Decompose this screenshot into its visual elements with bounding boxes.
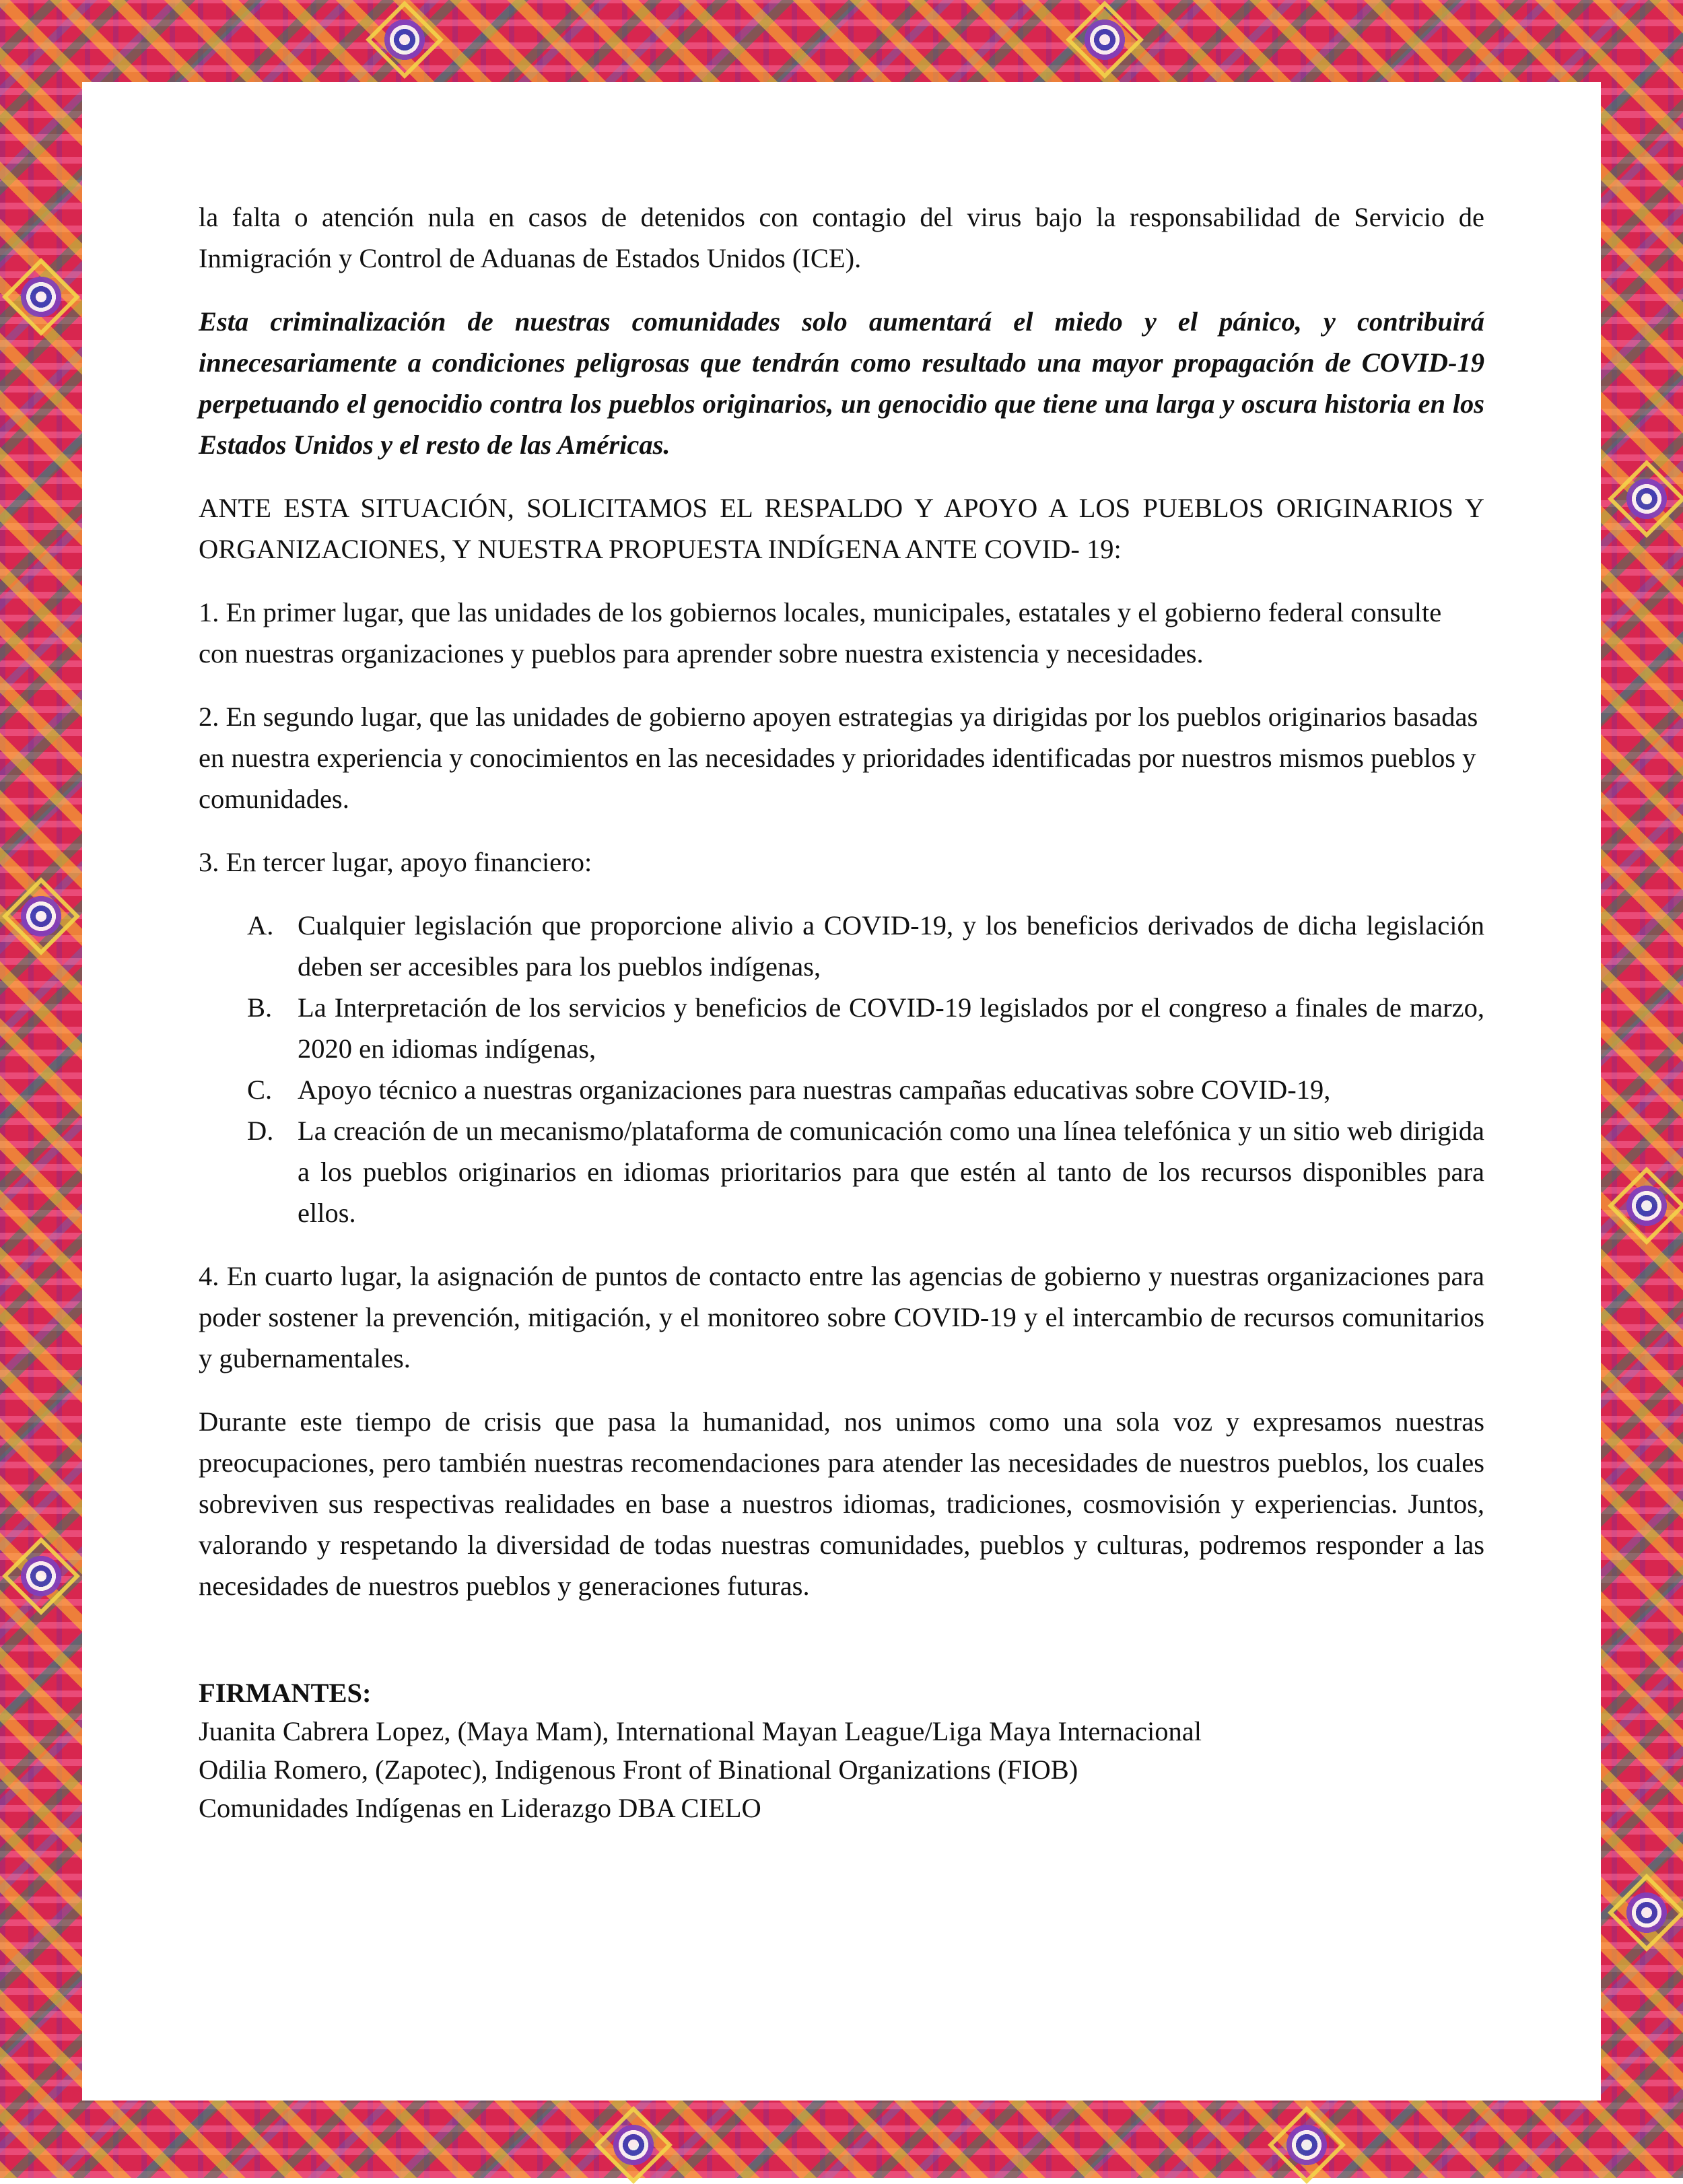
paragraph-point-4: 4. En cuarto lugar, la asignación de puntos de contacto entre las agencias de gobierno y nuestras organizaciones para poder sostener la prevención, mitigación, y el monitoreo sobre COVID-19 y el intercambio de recursos comunitarios y gubernamentales.	[199, 1261, 1484, 1373]
list-item	[199, 987, 1484, 1069]
paragraph-closing: Durante este tiempo de crisis que pasa la humanidad, nos unimos como una sola voz y expresamos nuestras preocupaciones, pero también nuestras recomendaciones para atender las necesidades de nuestros pueblos, los cuales sobreviven sus respectivas realidades en base a nuestros idiomas, tradiciones, cosmovisión y experiencias. Juntos, valorando y respetando la diversidad de todas nuestras comunidades, pueblos y culturas, podremos responder a las necesidades de nuestros pueblos y generaciones futuras.	[199, 1406, 1484, 1601]
list-item	[199, 905, 1484, 987]
list-item-text: La Interpretación de los servicios y beneficios de COVID-19 legislados por el congreso a finales de marzo, 2020 en idiomas indígenas,	[298, 992, 1484, 1064]
border-diamond-motif	[2, 1537, 80, 1615]
list-item-text: La creación de un mecanismo/plataforma de comunicación como una línea telefónica y un sitio web dirigida a los pueblos originarios en idiomas prioritarios para que estén al tanto de los recursos disponibles para ellos.	[298, 1116, 1484, 1228]
signatory-line: Comunidades Indígenas en Liderazgo DBA CIELO	[199, 1793, 761, 1823]
paragraph-criminalization-warning: Esta criminalización de nuestras comunidades solo aumentará el miedo y el pánico, y contribuirá innecesariamente a condiciones peligrosas que tendrán como resultado una mayor propagación de COVID-19 perpetuando el genocidio contra los pueblos originarios, un genocidio que tiene una larga y oscura historia en los Estados Unidos y el resto de las Américas.	[199, 306, 1484, 460]
signatories-heading: FIRMANTES:	[199, 1678, 372, 1708]
document-page	[82, 82, 1601, 2101]
document-body	[199, 197, 1484, 1827]
paragraph-ice-detention: la falta o atención nula en casos de detenidos con contagio del virus bajo la responsabilidad de Servicio de Inmigración y Control de Aduanas de Estados Unidos (ICE).	[199, 202, 1484, 273]
list-marker: B.	[247, 992, 273, 1023]
list-marker: C.	[247, 1074, 273, 1105]
list-item-text: Cualquier legislación que proporcione alivio a COVID-19, y los beneficios derivados de dicha legislación deben ser accesibles para los pueblos indígenas,	[298, 910, 1484, 982]
paragraph-point-1: 1. En primer lugar, que las unidades de los gobiernos locales, municipales, estatales y el gobierno federal consulte con nuestras organizaciones y pueblos para aprender sobre nuestra existencia y necesidades.	[199, 597, 1442, 669]
paragraph-point-2: 2. En segundo lugar, que las unidades de gobierno apoyen estrategias ya dirigidas por los pueblos originarios basadas en nuestra experiencia y conocimientos en las necesidades y prioridades identificadas por nuestros mismos pueblos y comunidades.	[199, 702, 1478, 814]
financial-support-list	[199, 905, 1484, 1233]
paragraph-support-request: ANTE ESTA SITUACIÓN, SOLICITAMOS EL RESPALDO Y APOYO A LOS PUEBLOS ORIGINARIOS Y ORGANIZACIONES, Y NUESTRA PROPUESTA INDÍGENA ANTE COVID- 19:	[199, 493, 1484, 564]
border-diamond-motif	[2, 258, 80, 336]
list-marker: A.	[247, 910, 274, 941]
border-diamond-motif	[366, 1, 444, 79]
list-marker: D.	[247, 1116, 274, 1146]
list-item	[199, 1069, 1484, 1110]
signatory-line: Juanita Cabrera Lopez, (Maya Mam), International Mayan League/Liga Maya Internacional	[199, 1716, 1202, 1746]
paragraph-point-3: 3. En tercer lugar, apoyo financiero:	[199, 847, 592, 877]
border-diamond-motif	[1608, 1874, 1683, 1952]
border-diamond-motif	[594, 2106, 673, 2184]
border-diamond-motif	[2, 877, 80, 955]
signatory-line: Odilia Romero, (Zapotec), Indigenous Front of Binational Organizations (FIOB)	[199, 1754, 1078, 1785]
border-diamond-motif	[1066, 1, 1144, 79]
list-item	[199, 1110, 1484, 1233]
list-item-text: Apoyo técnico a nuestras organizaciones para nuestras campañas educativas sobre COVID-19,	[298, 1074, 1331, 1105]
border-diamond-motif	[1608, 460, 1683, 538]
border-diamond-motif	[1268, 2106, 1346, 2184]
signatories-block	[199, 1674, 1484, 1827]
border-diamond-motif	[1608, 1167, 1683, 1245]
